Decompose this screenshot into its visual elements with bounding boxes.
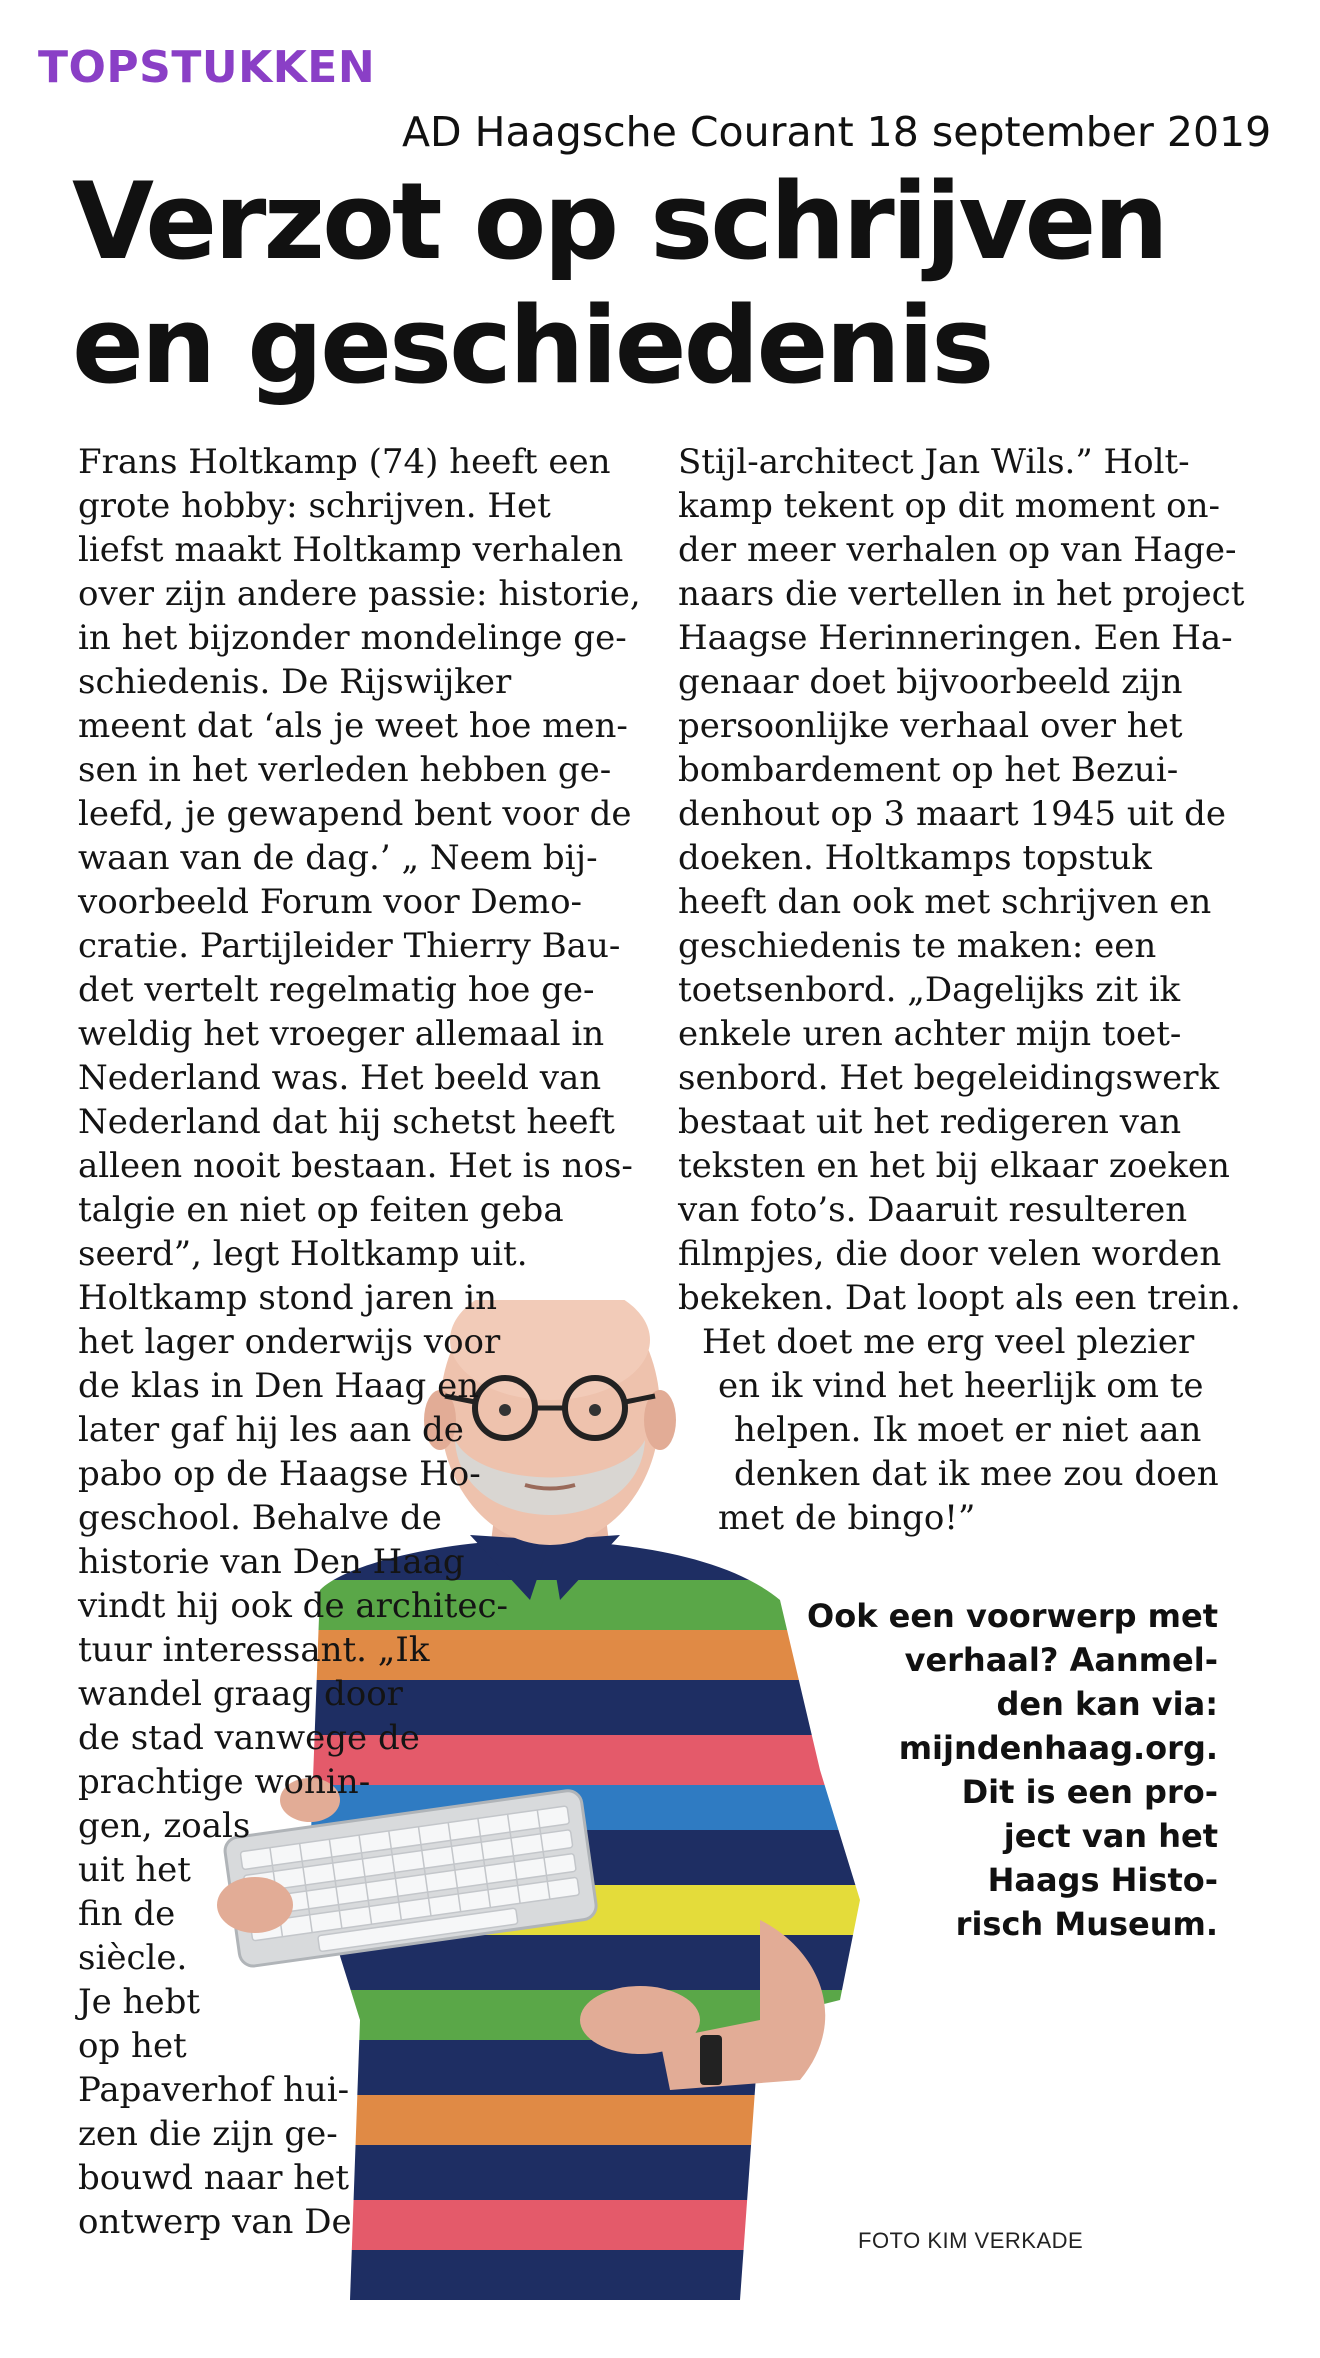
article-line: Stijl-architect Jan Wils.” Holt- <box>678 442 1190 482</box>
article-line: genaar doet bijvoorbeeld zijn <box>678 662 1183 702</box>
article-line: weldig het vroeger allemaal in <box>78 1014 605 1054</box>
article-line: van foto’s. Daaruit resulteren <box>678 1190 1188 1230</box>
article-line: liefst maakt Holtkamp verhalen <box>78 530 624 570</box>
article-line: gen, zoals <box>78 1806 251 1846</box>
article-line: Papaverhof hui- <box>78 2070 350 2110</box>
article-line: vindt hij ook de architec- <box>78 1586 509 1626</box>
article-line: pabo op de Haagse Ho- <box>78 1454 481 1494</box>
article-line: historie van Den Haag <box>78 1542 465 1582</box>
section-label: TOPSTUKKEN <box>38 42 376 93</box>
article-line: ontwerp van De <box>78 2202 352 2242</box>
cta-line: ject van het <box>1003 1817 1218 1855</box>
article-line: met de bingo!” <box>718 1498 976 1538</box>
article-line: tuur interessant. „Ik <box>78 1630 430 1670</box>
article-line: denhout op 3 maart 1945 uit de <box>678 794 1226 834</box>
article-line: siècle. <box>78 1938 188 1978</box>
article-line: bombardement op het Bezui- <box>678 750 1179 790</box>
article-line: over zijn andere passie: historie, <box>78 574 641 614</box>
article-line: Haagse Herinneringen. Een Ha- <box>678 618 1233 658</box>
article-line: toetsenbord. „Dagelijks zit ik <box>678 970 1181 1010</box>
headline-line: en geschiedenis <box>72 284 992 407</box>
article-line: kamp tekent op dit moment on- <box>678 486 1221 526</box>
article-line: persoonlijke verhaal over het <box>678 706 1183 746</box>
article-line: helpen. Ik moet er niet aan <box>734 1410 1202 1450</box>
article-line: meent dat ‘als je weet hoe men- <box>78 706 628 746</box>
article-line: Je hebt <box>78 1982 201 2022</box>
article-line: op het <box>78 2026 187 2066</box>
article-line: geschiedenis te maken: een <box>678 926 1157 966</box>
article-column-right <box>678 440 1244 1540</box>
article-line: waan van de dag.’ „ Neem bij- <box>78 838 598 878</box>
article-line: Frans Holtkamp (74) heeft een <box>78 442 611 482</box>
article-line: leefd, je gewapend bent voor de <box>78 794 632 834</box>
article-line: in het bijzonder mondelinge ge- <box>78 618 627 658</box>
article-line: enkele uren achter mijn toet- <box>678 1014 1182 1054</box>
article-line: alleen nooit bestaan. Het is nos- <box>78 1146 633 1186</box>
article-line: grote hobby: schrijven. Het <box>78 486 551 526</box>
article-line: fin de <box>78 1894 176 1934</box>
article-line: prachtige wonin- <box>78 1762 371 1802</box>
cta-line: Dit is een pro- <box>961 1773 1218 1811</box>
article-line: later gaf hij les aan de <box>78 1410 464 1450</box>
article-line: heeft dan ook met schrijven en <box>678 882 1212 922</box>
article-line: uit het <box>78 1850 191 1890</box>
article-line: teksten en het bij elkaar zoeken <box>678 1146 1230 1186</box>
article-line: en ik vind het heerlijk om te <box>718 1366 1204 1406</box>
article-line: denken dat ik mee zou doen <box>734 1454 1219 1494</box>
article-line: bouwd naar het <box>78 2158 349 2198</box>
cta-line: den kan via: <box>996 1685 1218 1723</box>
article-line: doeken. Holtkamps topstuk <box>678 838 1152 878</box>
article-line: filmpjes, die door velen worden <box>678 1234 1222 1274</box>
article-line: det vertelt regelmatig hoe ge- <box>78 970 595 1010</box>
article-line: schiedenis. De Rijswijker <box>78 662 512 702</box>
cta-line: Ook een voorwerp met <box>807 1597 1218 1635</box>
article-line: cratie. Partijleider Thierry Bau- <box>78 926 621 966</box>
headline <box>72 160 1166 408</box>
article-line: sen in het verleden hebben ge- <box>78 750 612 790</box>
call-to-action-box <box>807 1594 1218 1946</box>
cta-line: risch Museum. <box>955 1905 1218 1943</box>
article-line: het lager onderwijs voor <box>78 1322 501 1362</box>
article-line: talgie en niet op feiten geba <box>78 1190 564 1230</box>
article-line: de klas in Den Haag en <box>78 1366 480 1406</box>
cta-line: mijndenhaag.org. <box>898 1729 1218 1767</box>
publication-line: AD Haagsche Courant 18 september 2019 <box>402 108 1272 156</box>
article-line: Nederland was. Het beeld van <box>78 1058 602 1098</box>
article-line: der meer verhalen op van Hage- <box>678 530 1237 570</box>
article-line: senbord. Het begeleidingswerk <box>678 1058 1220 1098</box>
article-line: Het doet me erg veel plezier <box>702 1322 1195 1362</box>
article-line: voorbeeld Forum voor Demo- <box>78 882 583 922</box>
article-line: bekeken. Dat loopt als een trein. <box>678 1278 1241 1318</box>
article-line: de stad vanwege de <box>78 1718 420 1758</box>
article-line: seerd”, legt Holtkamp uit. <box>78 1234 528 1274</box>
photo-credit: FOTO KIM VERKADE <box>858 2228 1084 2253</box>
article-line: Nederland dat hij schetst heeft <box>78 1102 615 1142</box>
article-line: naars die vertellen in het project <box>678 574 1245 614</box>
article-line: zen die zijn ge- <box>78 2114 338 2154</box>
article-line: wandel graag door <box>78 1674 403 1714</box>
headline-line: Verzot op schrijven <box>72 160 1166 283</box>
article-line: geschool. Behalve de <box>78 1498 442 1538</box>
article-line: bestaat uit het redigeren van <box>678 1102 1182 1142</box>
article-column-left <box>78 440 641 2244</box>
article-line: Holtkamp stond jaren in <box>78 1278 498 1318</box>
cta-line: Haags Histo- <box>987 1861 1218 1899</box>
cta-line: verhaal? Aanmel- <box>904 1641 1218 1679</box>
